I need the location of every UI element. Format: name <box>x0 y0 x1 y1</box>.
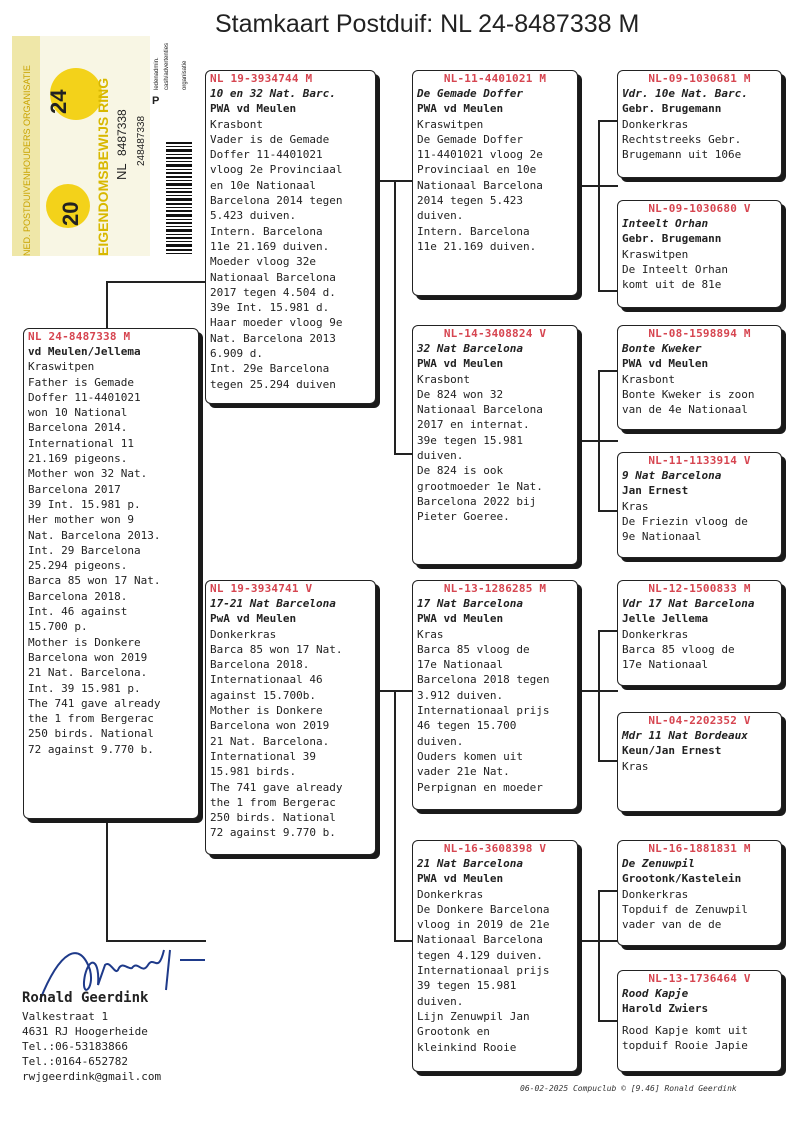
pigeon-info-line: Nat. Barcelona 2013 <box>210 331 336 345</box>
pigeon-info-line: 11e 21.169 duiven. <box>417 239 537 253</box>
pigeon-info-line: Nationaal Barcelona <box>417 933 543 947</box>
breeder-city: 4631 RJ Hoogerheide <box>22 1025 148 1038</box>
pigeon-info-line: duiven. <box>417 449 464 463</box>
pigeon-info-line: duiven. <box>417 734 464 748</box>
pigeon-info-line: vloog in 2019 de 21e <box>417 918 550 932</box>
pigeon-info-line: De Gemade Doffer <box>417 132 523 146</box>
pigeon-card-fff <box>617 70 782 178</box>
connector <box>598 290 618 292</box>
page-title: Stamkaart Postduif: NL 24-8487338 M <box>215 10 640 38</box>
ring-barcode <box>166 140 192 260</box>
ring-number: NL-13-1736464 V <box>648 972 751 985</box>
pigeon-info-line: Mother won 32 Nat. <box>28 467 148 481</box>
pigeon-owner: Jelle Jellema <box>622 612 709 626</box>
pigeon-owner: PWA vd Meulen <box>622 357 709 371</box>
ring-number: NL 19-3934744 M <box>210 72 313 85</box>
pigeon-info-line: topduif Rooie Japie <box>622 1038 748 1052</box>
pigeon-info-line: The 741 gave already <box>210 780 343 794</box>
pigeon-info-line: Internationaal 46 <box>210 673 323 687</box>
pigeon-info-line: 72 against 9.770 b. <box>210 826 336 840</box>
pigeon-info-line: Internationaal prijs <box>417 964 550 978</box>
connector <box>394 180 396 453</box>
pigeon-info-line: Rood Kapje komt uit <box>622 1023 748 1037</box>
pigeon-info-line: 9e Nationaal <box>622 530 702 544</box>
pigeon-info-line: 21 Nat. Barcelona. <box>210 734 330 748</box>
connector <box>106 820 108 940</box>
pigeon-info-line: van de 4e Nationaal <box>622 403 748 417</box>
ring-number: NL-09-1030680 V <box>648 202 751 215</box>
pigeon-info-line: kleinkind Rooie <box>417 1040 517 1054</box>
pigeon-info-line: Barcelona 2022 bij <box>417 494 537 508</box>
pigeon-card-mm <box>412 840 578 1072</box>
pigeon-title: 17 Nat Barcelona <box>417 597 523 610</box>
pigeon-title: Rood Kapje <box>622 987 689 1000</box>
pigeon-title: De Zenuwpil <box>622 857 695 870</box>
pigeon-owner: PWA vd Meulen <box>417 872 504 886</box>
pigeon-info-line: 39 tegen 15.981 <box>417 979 517 993</box>
pigeon-info-line: Barca 85 won 17 Nat. <box>28 574 161 588</box>
pigeon-info-line: Rechtstreeks Gebr. <box>622 132 742 146</box>
ring-number: 8487338 <box>115 109 129 156</box>
pigeon-info-line: Barcelona 2018 tegen <box>417 673 550 687</box>
pigeon-info-line: Barcelona 2014 tegen <box>210 194 343 208</box>
pigeon-title: 9 Nat Barcelona <box>622 469 722 482</box>
ring-side-d: cash/advertenties <box>164 42 170 90</box>
pigeon-info-line: Barca 85 won 17 Nat. <box>210 642 343 656</box>
pigeon-info-line: Doffer 11-4401021 <box>28 390 141 404</box>
pigeon-info-line: Nat. Barcelona 2013. <box>28 528 161 542</box>
pigeon-info-line: De Friezin vloog de <box>622 514 748 528</box>
pigeon-info-line: The 741 gave already <box>28 696 161 710</box>
pigeon-title: 10 en 32 Nat. Barc. <box>210 87 336 100</box>
ring-number: NL-12-1500833 M <box>648 582 751 595</box>
ring-number: NL-16-1881831 M <box>648 842 751 855</box>
pigeon-title: Mdr 11 Nat Bordeaux <box>622 729 748 742</box>
pigeon-owner: PwA vd Meulen <box>210 612 297 626</box>
pigeon-info-line: Her mother won 9 <box>28 513 134 527</box>
connector <box>598 1020 618 1022</box>
pigeon-info-line: Barcelona 2017 <box>28 482 121 496</box>
pigeon-info-line: tegen 4.129 duiven. <box>417 948 543 962</box>
pigeon-info-line: Krasbont <box>417 372 470 386</box>
pigeon-info-line: Grootonk en <box>417 1025 490 1039</box>
pigeon-card-father <box>205 70 376 404</box>
pigeon-info-line: Donkerkras <box>622 117 689 131</box>
pigeon-owner: PWA vd Meulen <box>417 102 504 116</box>
pigeon-info-line: Perpignan en moeder <box>417 780 543 794</box>
footer-line: 06-02-2025 Compuclub © [9.46] Ronald Geerdink <box>520 1084 737 1093</box>
pigeon-owner: Keun/Jan Ernest <box>622 744 722 758</box>
ring-barcode-number: 248487338 <box>136 115 147 166</box>
breeder-name: Ronald Geerdink <box>22 990 149 1006</box>
pigeon-info-line: Donkerkras <box>622 887 689 901</box>
pigeon-info-line: Int. 39 15.981 p. <box>28 681 141 695</box>
ring-number: NL-09-1030681 M <box>648 72 751 85</box>
pigeon-info-line: Moeder vloog 32e <box>210 255 316 269</box>
pigeon-info-line: Donkerkras <box>210 627 277 641</box>
ring-number: NL-08-1598894 M <box>648 327 751 340</box>
pigeon-info-line: Kras <box>622 499 649 513</box>
breeder-email: rwjgeerdink@gmail.com <box>22 1070 162 1083</box>
pigeon-info-line: grootmoeder 1e Nat. <box>417 479 543 493</box>
connector <box>394 940 412 942</box>
pigeon-title: 17-21 Nat Barcelona <box>210 597 336 610</box>
pigeon-owner: PWA vd Meulen <box>210 102 297 116</box>
connector <box>106 281 108 329</box>
connector <box>394 453 412 455</box>
pigeon-info-line: Kraswitpen <box>417 117 484 131</box>
connector <box>394 690 396 940</box>
pigeon-info-line: Brugemann uit 106e <box>622 148 742 162</box>
pigeon-info-line: Kraswitpen <box>622 247 689 261</box>
ring-year-b: 24 <box>46 89 71 114</box>
pigeon-title: Bonte Kweker <box>622 342 702 355</box>
ring-number: NL-11-1133914 V <box>648 454 751 467</box>
pigeon-info-line: De 824 won 32 <box>417 387 504 401</box>
ring-number: NL-04-2202352 V <box>648 714 751 727</box>
pigeon-info-line: 250 birds. National <box>210 811 336 825</box>
pigeon-info-line: 15.700 p. <box>28 620 88 634</box>
pigeon-info-line: De 824 is ook <box>417 464 504 478</box>
pigeon-card-mmf <box>617 840 782 946</box>
pigeon-info-line: Mother is Donkere <box>28 635 141 649</box>
pigeon-info-line: De Inteelt Orhan <box>622 262 728 276</box>
ring-country: NL <box>114 163 129 180</box>
connector <box>598 630 618 632</box>
pigeon-info-line: 15.981 birds. <box>210 765 297 779</box>
ring-year-a: 20 <box>58 201 83 226</box>
pigeon-info-line: International 39 <box>210 749 316 763</box>
pigeon-info-line: Mother is Donkere <box>210 704 323 718</box>
pigeon-info-line: Intern. Barcelona <box>210 224 323 238</box>
connector <box>106 281 206 283</box>
ring-side-a: ledenadmin. <box>154 57 160 90</box>
pigeon-info-line: Nationaal Barcelona <box>417 403 543 417</box>
pigeon-info-line: Kras <box>417 627 444 641</box>
connector <box>598 120 600 290</box>
ring-org-text: NED. POSTDUIVENHOUDERS ORGANISATIE <box>22 65 32 256</box>
pigeon-info-line: 25.294 pigeons. <box>28 559 128 573</box>
pigeon-info-line: 3.912 duiven. <box>417 688 504 702</box>
pigeon-info-line: 46 tegen 15.700 <box>417 719 517 733</box>
pigeon-info-line: Nationaal Barcelona <box>210 270 336 284</box>
ring-side-b: P <box>152 95 160 107</box>
pigeon-info-line: Barcelona won 2019 <box>210 719 330 733</box>
pigeon-card-mf <box>412 580 578 810</box>
connector <box>598 630 600 760</box>
pigeon-info-line: 17e Nationaal <box>417 658 504 672</box>
pigeon-info-line: 2014 tegen 5.423 <box>417 194 523 208</box>
connector <box>598 760 618 762</box>
pigeon-info-line: 2017 en internat. <box>417 418 530 432</box>
pigeon-owner: vd Meulen/Jellema <box>28 345 141 358</box>
pigeon-title: De Gemade Doffer <box>417 87 523 100</box>
pigeon-info-line: Pieter Goeree. <box>417 510 510 524</box>
ring-number: NL-11-4401021 M <box>443 72 547 85</box>
pigeon-owner: Grootonk/Kastelein <box>622 872 742 886</box>
pigeon-info-line: Kras <box>622 759 649 773</box>
pigeon-info-line: International 11 <box>28 436 134 450</box>
pigeon-card-ffm <box>617 200 782 308</box>
pigeon-info-line: Doffer 11-4401021 <box>210 148 323 162</box>
pigeon-info-line: against 15.700b. <box>210 688 316 702</box>
pigeon-info-line: Krasbont <box>622 372 675 386</box>
pigeon-info-line: 2017 tegen 4.504 d. <box>210 285 336 299</box>
pigeon-info-line: Int. 46 against <box>28 605 128 619</box>
pigeon-card-mfm <box>617 712 782 812</box>
pigeon-info-line: 21 Nat. Barcelona. <box>28 666 148 680</box>
pigeon-card-mmm <box>617 970 782 1072</box>
connector <box>598 510 618 512</box>
pigeon-title: Vdr. 10e Nat. Barc. <box>622 87 748 100</box>
ring-certificate <box>8 30 200 262</box>
pigeon-info-line: en 10e Nationaal <box>210 178 316 192</box>
ring-number: NL 19-3934741 V <box>210 582 313 595</box>
pigeon-info-line: tegen 25.294 duiven <box>210 377 336 391</box>
pigeon-info-line: 11e 21.169 duiven. <box>210 239 330 253</box>
pigeon-owner: PWA vd Meulen <box>417 357 504 371</box>
connector <box>598 120 618 122</box>
pigeon-info-line: Barcelona 2018. <box>28 589 128 603</box>
pigeon-info-line: Barcelona 2018. <box>210 658 310 672</box>
pigeon-info-line: the 1 from Bergerac <box>28 712 154 726</box>
pigeon-owner: Harold Zwiers <box>622 1002 709 1016</box>
pigeon-card-ff <box>412 70 578 296</box>
pigeon-info-line: Kraswitpen <box>28 360 95 374</box>
connector <box>598 370 618 372</box>
pigeon-info-line: 39e Int. 15.981 d. <box>210 301 330 315</box>
pigeon-info-line: Int. 29e Barcelona <box>210 362 330 376</box>
pigeon-owner: PWA vd Meulen <box>417 612 504 626</box>
pigeon-info-line: 39e tegen 15.981 <box>417 433 523 447</box>
pigeon-card-fmf <box>617 325 782 430</box>
ring-number: NL-16-3608398 V <box>443 842 547 855</box>
pigeon-owner: Jan Ernest <box>622 484 689 498</box>
pigeon-info-line: 250 birds. National <box>28 727 154 741</box>
pigeon-title: 32 Nat Barcelona <box>417 342 523 355</box>
pigeon-card-fmm <box>617 452 782 558</box>
pigeon-info-line: Topduif de Zenuwpil <box>622 902 748 916</box>
pigeon-owner: Gebr. Brugemann <box>622 102 722 116</box>
pigeon-info-line: Vader is de Gemade <box>210 132 330 146</box>
pigeon-info-line: 6.909 d. <box>210 347 263 361</box>
pigeon-info-line: Bonte Kweker is zoon <box>622 387 755 401</box>
pigeon-info-line: De Donkere Barcelona <box>417 902 550 916</box>
pigeon-info-line: vader van de de <box>622 918 722 932</box>
pigeon-info-line: 39 Int. 15.981 p. <box>28 497 141 511</box>
pigeon-info-line: Donkerkras <box>417 887 484 901</box>
pigeon-info-line: Barcelona 2014. <box>28 421 128 435</box>
pigeon-info-line: the 1 from Bergerac <box>210 795 336 809</box>
ring-cert-text: EIGENDOMSBEWIJS RING <box>95 77 111 256</box>
pigeon-info-line: Nationaal Barcelona <box>417 178 543 192</box>
pigeon-info-line: 11-4401021 vloog 2e <box>417 148 543 162</box>
pigeon-owner: Gebr. Brugemann <box>622 232 722 246</box>
pigeon-info-line: komt uit de 81e <box>622 278 722 292</box>
pigeon-info-line: Barca 85 vloog de <box>417 642 530 656</box>
pigeon-card-mother <box>205 580 376 855</box>
pigeon-info-line: Internationaal prijs <box>417 704 550 718</box>
breeder-tel2: Tel.:0164-652782 <box>22 1055 128 1068</box>
pigeon-title: Inteelt Orhan <box>622 217 709 230</box>
ring-number: NL-14-3408824 V <box>443 327 547 340</box>
pigeon-info-line: Intern. Barcelona <box>417 224 530 238</box>
pigeon-info-line: 72 against 9.770 b. <box>28 742 154 756</box>
connector <box>598 890 618 892</box>
pigeon-info-line: 21.169 pigeons. <box>28 452 128 466</box>
pigeon-info-line: duiven. <box>417 209 464 223</box>
pigeon-card-mff <box>617 580 782 686</box>
pigeon-info-line: vader 21e Nat. <box>417 765 510 779</box>
ring-number: NL 24-8487338 M <box>28 330 131 343</box>
pigeon-info-line: Barca 85 vloog de <box>622 642 735 656</box>
pigeon-info-line: Father is Gemade <box>28 375 134 389</box>
pigeon-info-line: Donkerkras <box>622 627 689 641</box>
pigeon-title: Vdr 17 Nat Barcelona <box>622 597 755 610</box>
connector <box>598 890 600 1020</box>
pigeon-info-line: Barcelona won 2019 <box>28 650 148 664</box>
pigeon-info-line: Lijn Zenuwpil Jan <box>417 1009 530 1023</box>
pigeon-card-fm <box>412 325 578 565</box>
ring-side-c: organisatie <box>182 60 188 90</box>
pigeon-title: 21 Nat Barcelona <box>417 857 523 870</box>
pigeon-info-line: 17e Nationaal <box>622 658 709 672</box>
breeder-tel1: Tel.:06-53183866 <box>22 1040 128 1053</box>
pigeon-info-line: Haar moeder vloog 9e <box>210 316 343 330</box>
pigeon-info-line: Ouders komen uit <box>417 749 523 763</box>
breeder-street: Valkestraat 1 <box>22 1010 109 1023</box>
pigeon-info-line: duiven. <box>417 994 464 1008</box>
pigeon-info-line: vloog 2e Provinciaal <box>210 163 343 177</box>
ring-number: NL-13-1286285 M <box>443 582 547 595</box>
pigeon-info-line: 5.423 duiven. <box>210 209 297 223</box>
pigeon-info-line: won 10 National <box>28 406 128 420</box>
connector <box>598 370 600 510</box>
pigeon-info-line: Krasbont <box>210 117 263 131</box>
pigeon-card-main <box>23 328 199 819</box>
pigeon-info-line: Int. 29 Barcelona <box>28 543 141 557</box>
pigeon-info-line: Provinciaal en 10e <box>417 163 537 177</box>
